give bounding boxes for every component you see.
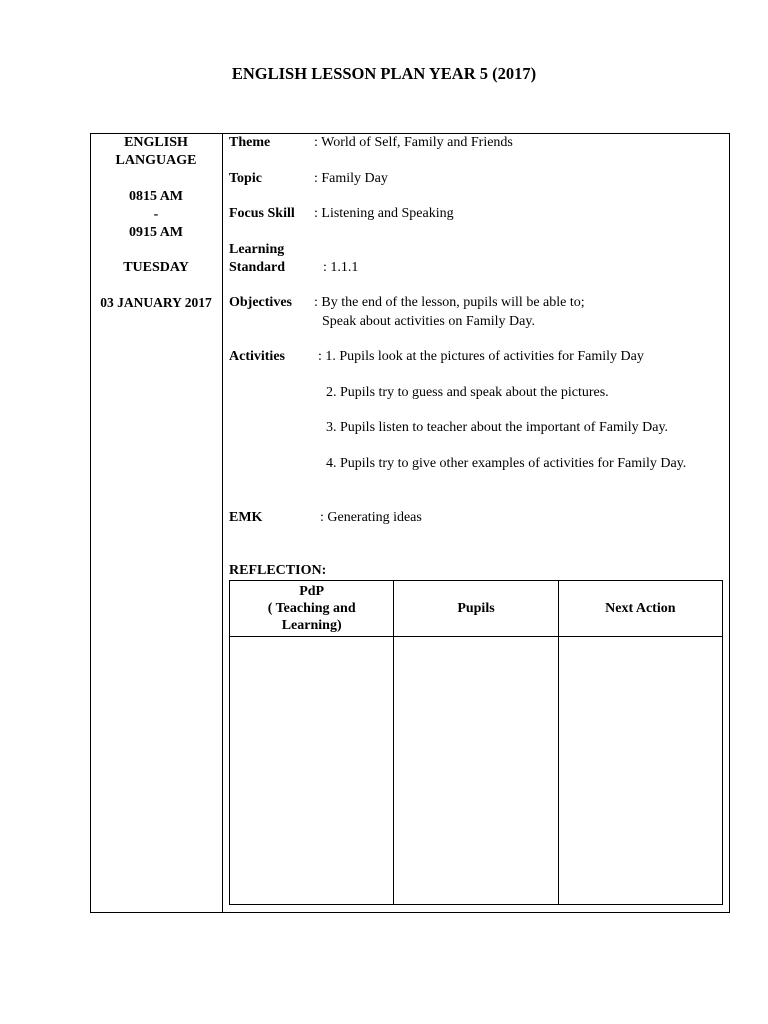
emk-label: EMK <box>229 510 263 525</box>
reflection-heading: REFLECTION: <box>229 563 327 578</box>
time-separator: - <box>153 207 159 222</box>
activities-label: Activities <box>229 349 285 364</box>
activity-3: 3. Pupils listen to teacher about the important of Family Day. <box>326 420 669 435</box>
focus-skill-label: Focus Skill <box>229 206 295 221</box>
objectives-label: Objectives <box>229 295 292 310</box>
page-title: ENGLISH LESSON PLAN YEAR 5 (2017) <box>231 64 537 83</box>
time-start: 0815 AM <box>128 189 184 204</box>
learning-standard-label-1: Learning <box>229 242 285 257</box>
learning-standard-value: : 1.1.1 <box>323 260 359 275</box>
activity-1: : 1. Pupils look at the pictures of activities for Family Day <box>318 349 644 364</box>
focus-skill-value: : Listening and Speaking <box>314 206 454 221</box>
time-end: 0915 AM <box>128 225 184 240</box>
objectives-line-2: Speak about activities on Family Day. <box>322 314 535 329</box>
activity-2: 2. Pupils try to guess and speak about the pictures. <box>326 385 609 400</box>
reflection-header-next-action: Next Action <box>558 581 722 637</box>
reflection-header-pupils: Pupils <box>394 581 558 637</box>
reflection-cell-next-action[interactable] <box>558 637 722 905</box>
pdp-line-1: PdP <box>299 584 325 599</box>
learning-standard-label-2: Standard <box>229 260 286 275</box>
reflection-cell-pdp[interactable] <box>230 637 394 905</box>
subject-line-1: ENGLISH <box>124 135 188 150</box>
topic-value: : Family Day <box>314 171 388 186</box>
reflection-table <box>229 580 723 905</box>
reflection-cell-pupils[interactable] <box>394 637 558 905</box>
pdp-line-2: ( Teaching and <box>267 601 356 616</box>
activity-4: 4. Pupils try to give other examples of activities for Family Day. <box>326 456 687 471</box>
reflection-header-pdp <box>230 581 394 637</box>
pdp-line-3: Learning) <box>281 618 342 633</box>
theme-value: : World of Self, Family and Friends <box>314 135 513 150</box>
objectives-line-1: : By the end of the lesson, pupils will be able to; <box>314 295 585 310</box>
theme-label: Theme <box>229 135 271 150</box>
lesson-date: 03 JANUARY 2017 <box>100 295 212 310</box>
column-divider <box>222 133 223 913</box>
emk-value: : Generating ideas <box>320 510 422 525</box>
subject-line-2: LANGUAGE <box>115 153 197 168</box>
lesson-day: TUESDAY <box>123 260 189 275</box>
topic-label: Topic <box>229 171 262 186</box>
